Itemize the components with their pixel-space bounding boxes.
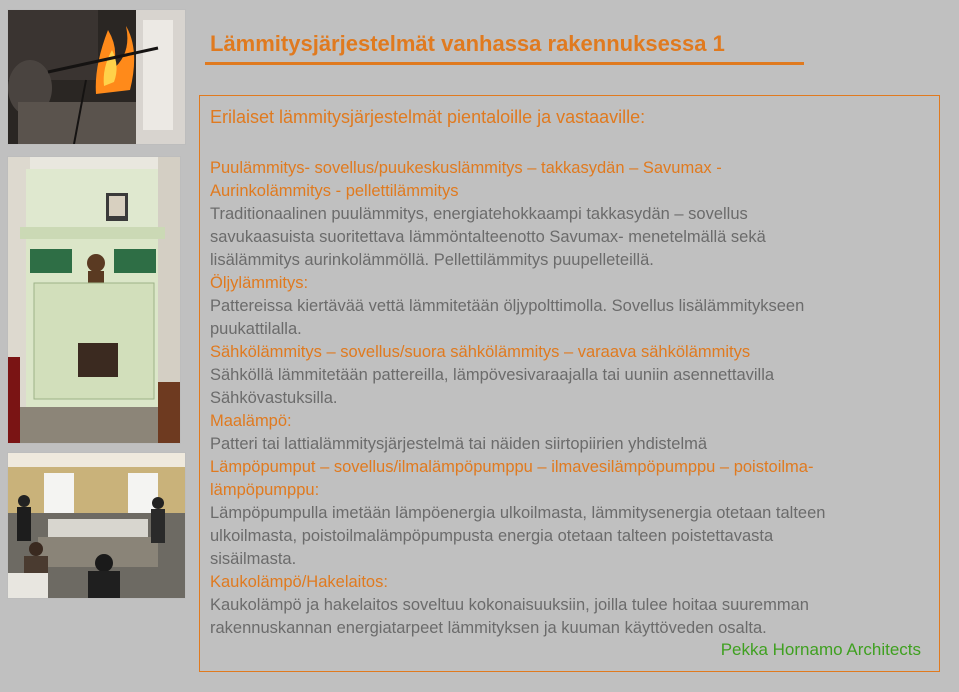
text-line: Sähköllä lämmitetään pattereilla, lämpövesivaraajalla tai uuniin asennettavilla [210,366,775,384]
text-line: Kaukolämpö ja hakelaitos soveltuu kokonaisuuksiin, joilla tulee hoitaa suuremman [210,596,809,614]
text-line: Sähkövastuksilla. [210,389,338,407]
heading-line: Kaukolämpö/Hakelaitos: [210,573,388,591]
heading-line: Aurinkolämmitys - pellettilämmitys [210,182,459,200]
heading-line: lämpöpumppu: [210,481,320,499]
text-line: Patteri tai lattialämmitysjärjestelmä tai näiden siirtopiirien yhdistelmä [210,435,708,453]
heading-line: Öljylämmitys: [210,274,309,292]
heating-systems-text [210,157,932,640]
tiled-stove-photo [7,156,181,444]
text-line: lisälämmitys aurinkolämmöllä. Pellettilämmitys puupelleteillä. [210,251,654,269]
text-line: savukaasuista suoritettava lämmöntalteenotto Savumax- menetelmällä sekä [210,228,766,246]
slide-title: Lämmitysjärjestelmät vanhassa rakennuksessa 1 [210,31,725,56]
title-underline [205,62,804,65]
author-credit: Pekka Hornamo Architects [720,640,921,659]
heading-line: Puulämmitys- sovellus/puukeskuslämmitys – takkasydän – Savumax - [210,159,722,177]
meeting-room-photo [7,452,186,599]
heading-line: Lämpöpumput – sovellus/ilmalämpöpumppu – ilmavesilämpöpumppu – poistoilma- [210,458,814,476]
heading-line: Maalämpö: [210,412,292,430]
slide-subtitle: Erilaiset lämmitysjärjestelmät pientaloille ja vastaaville: [210,107,646,127]
text-line: Lämpöpumpulla imetään lämpöenergia ulkoilmasta, lämmitysenergia otetaan talteen [210,504,826,522]
heading-line: Sähkölämmitys – sovellus/suora sähkölämmitys – varaava sähkölämmitys [210,343,751,361]
text-line: rakennuskannan energiatarpeet lämmityksen ja kuuman käyttöveden osalta. [210,619,767,637]
fireplace-photo [7,9,186,145]
text-line: puukattilalla. [210,320,302,338]
text-line: sisäilmasta. [210,550,297,568]
text-line: Pattereissa kiertävää vettä lämmitetään öljypolttimolla. Sovellus lisälämmitykseen [210,297,805,315]
text-line: Traditionaalinen puulämmitys, energiatehokkaampi takkasydän – sovellus [210,205,748,223]
text-line: ulkoilmasta, poistoilmalämpöpumpusta energia otetaan talteen poistettavasta [210,527,774,545]
